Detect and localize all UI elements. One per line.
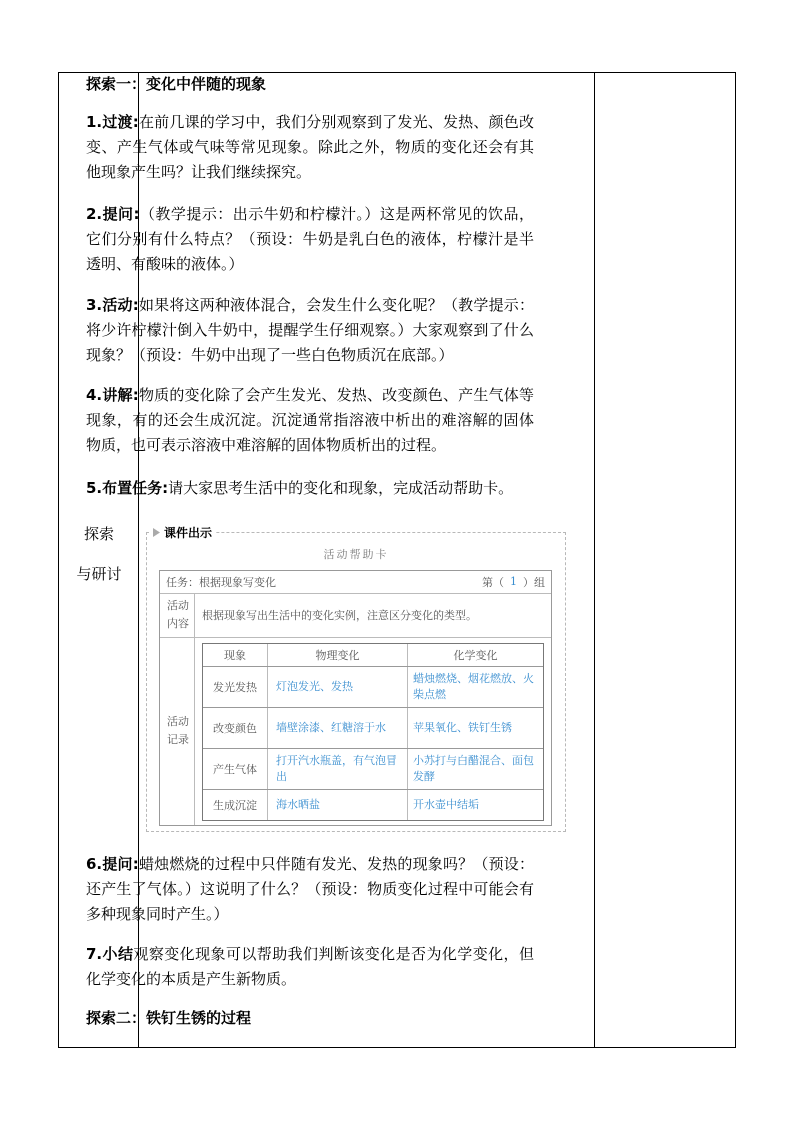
content-label: 活动内容	[167, 599, 189, 630]
row-phenomenon: 发光发热	[213, 681, 257, 694]
row-chemical: 苹果氧化、铁钉生锈	[413, 721, 512, 734]
paragraph-text: 物质的变化除了会产生发光、发热、改变颜色、产生气体等现象，有的还会生成沉淀。沉淀通常指溶液中析出的难溶解的固体物质，也可表示溶液中难溶解的固体物质析出的过程。	[86, 386, 534, 454]
activity-form	[159, 570, 552, 826]
paragraph-text: 如果将这两种液体混合，会发生什么变化呢？（教学提示：将少许柠檬汁倒入牛奶中，提醒学生仔细观察。）大家观察到了什么现象？（预设：牛奶中出现了一些白色物质沉在底部。）	[86, 296, 534, 364]
row-physical: 墙壁涂漆、红糖溶于水	[276, 721, 386, 734]
label-column-divider	[194, 593, 195, 825]
paragraph-7	[86, 942, 534, 992]
row-physical: 打开汽水瓶盖，有气泡冒出	[276, 754, 397, 783]
table-column-divider	[407, 644, 408, 820]
section1-title: 探索一：变化中伴随的现象	[86, 75, 267, 93]
left-label-line2: 与研讨	[76, 565, 122, 583]
paragraph-label: 5.布置任务:	[86, 479, 169, 497]
group-prefix: 第（	[482, 576, 504, 589]
tag-arrow-icon	[153, 528, 160, 537]
content-text: 根据现象写出生活中的变化实例，注意区分变化的类型。	[202, 609, 477, 622]
row-chemical: 开水壶中结垢	[413, 798, 479, 811]
paragraph-6	[86, 852, 534, 927]
header-chemical: 化学变化	[453, 649, 498, 662]
record-label: 活动记录	[167, 715, 189, 746]
paragraph-text: 观察变化现象可以帮助我们判断该变化是否为化学变化，但化学变化的本质是产生新物质。	[86, 945, 534, 988]
row-chemical: 蜡烛燃烧、烟花燃放、火柴点燃	[413, 672, 534, 701]
paragraph-label: 1.过渡:	[86, 113, 139, 131]
table-column-divider	[267, 644, 268, 820]
paragraph-4	[86, 383, 534, 458]
header-physical: 物理变化	[315, 649, 360, 662]
row-divider	[160, 637, 551, 638]
paragraph-label: 4.讲解:	[86, 386, 139, 404]
row-chemical: 小苏打与白醋混合、面包发酵	[413, 754, 534, 783]
paragraph-2	[86, 202, 534, 277]
group-suffix: ）组	[523, 576, 545, 589]
row-phenomenon: 生成沉淀	[213, 799, 257, 812]
task-label: 任务：根据现象写变化	[166, 576, 276, 589]
row-phenomenon: 改变颜色	[213, 722, 257, 735]
row-physical: 灯泡发光、发热	[276, 680, 353, 693]
paragraph-label: 3.活动:	[86, 296, 139, 314]
paragraph-3	[86, 293, 534, 368]
group-number-value: 1	[510, 575, 517, 588]
paragraph-text: 请大家思考生活中的变化和现象，完成活动帮助卡。	[168, 479, 514, 497]
section2-title: 探索二：铁钉生锈的过程	[86, 1009, 252, 1027]
row-divider	[160, 593, 551, 594]
row-phenomenon: 产生气体	[213, 763, 257, 776]
paragraph-label: 2.提问:	[86, 205, 140, 223]
paragraph-label: 7.小结	[86, 945, 134, 963]
group-number	[482, 571, 545, 593]
card-tag	[150, 524, 215, 541]
paragraph-text: 蜡烛燃烧的过程中只伴随有发光、发热的现象吗？（预设：还产生了气体。）这说明了什么？（预设：物质变化过程中可能会有多种现象同时产生。）	[86, 855, 534, 923]
record-table	[202, 643, 544, 821]
paragraph-text: （教学提示：出示牛奶和柠檬汁。）这是两杯常见的饮品，它们分别有什么特点？（预设：牛奶是乳白色的液体，柠檬汁是半透明、有酸味的液体。）	[86, 205, 534, 273]
paragraph-5	[86, 476, 534, 501]
left-label-line1: 探索	[83, 525, 114, 543]
paragraph-label: 6.提问:	[86, 855, 139, 873]
card-tag-label: 课件出示	[164, 526, 213, 540]
card-title: 活动帮助卡	[323, 548, 389, 561]
header-phenomenon: 现象	[224, 649, 246, 662]
paragraph-text: 在前几课的学习中，我们分别观察到了发光、发热、颜色改变、产生气体或气味等常见现象。除此之外，物质的变化还会有其他现象产生吗？让我们继续探究。	[86, 113, 534, 181]
row-physical: 海水晒盐	[276, 798, 320, 811]
paragraph-1	[86, 110, 534, 185]
column-divider	[594, 73, 595, 1047]
